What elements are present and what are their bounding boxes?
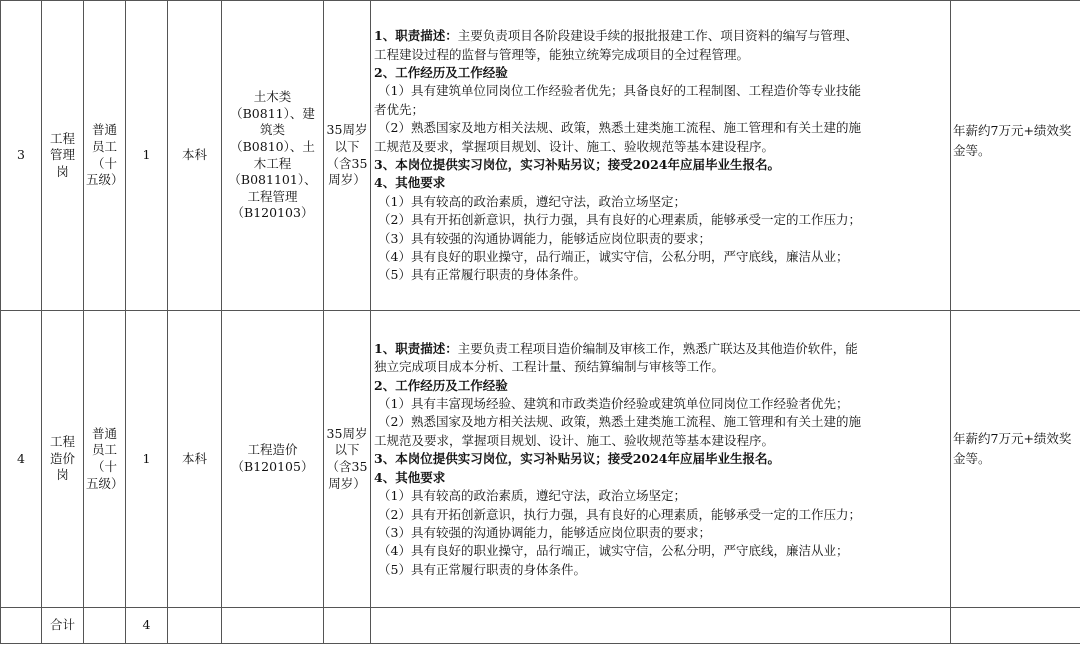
- desc-other-item: （1）具有较高的政治素质，遵纪守法，政治立场坚定；: [378, 193, 686, 209]
- total-empty-cell: [1, 608, 42, 644]
- desc-other-item: （3）具有较强的沟通协调能力，能够适应岗位职责的要求；: [378, 230, 711, 246]
- desc-internship-note: 3、本岗位提供实习岗位，实习补贴另议；接受2024年应届毕业生报名。: [374, 451, 780, 467]
- total-empty-cell: [168, 608, 222, 644]
- total-empty-cell: [951, 608, 1080, 644]
- desc-experience-item-cont: 工规范及要求，掌握项目规划、设计、施工、验收规范等基本建设程序。: [374, 432, 775, 448]
- desc-other-item: （2）具有开拓创新意识，执行力强，具有良好的心理素质，能够承受一定的工作压力；: [378, 212, 861, 228]
- desc-other-item: （2）具有开拓创新意识，执行力强，具有良好的心理素质，能够承受一定的工作压力；: [378, 506, 861, 522]
- headcount: 1: [126, 311, 168, 608]
- total-label: 合计: [42, 608, 84, 644]
- desc-heading-duty: 1、职责描述：: [374, 28, 458, 44]
- desc-duty-text-cont: 独立完成项目成本分析、工程计量、预结算编制与审核等工作。: [374, 359, 725, 375]
- desc-experience-item: （2）熟悉国家及地方相关法规、政策，熟悉土建类施工流程、施工管理和有关土建的施: [378, 120, 861, 136]
- education: 本科: [168, 311, 222, 608]
- education: 本科: [168, 1, 222, 311]
- desc-other-item: （4）具有良好的职业操守，品行端正，诚实守信，公私分明，严守底线，廉洁从业；: [378, 543, 849, 559]
- position-category: 普通员工（十五级）: [84, 311, 126, 608]
- desc-heading-other: 4、其他要求: [374, 469, 446, 485]
- job-description: [371, 311, 951, 608]
- desc-experience-item-cont: 工规范及要求，掌握项目规划、设计、施工、验收规范等基本建设程序。: [374, 138, 775, 154]
- position-name: 工程造价岗: [42, 311, 84, 608]
- salary: 年薪约7万元+绩效奖金等。: [951, 311, 1080, 608]
- position-name: 工程管理岗: [42, 1, 84, 311]
- headcount: 1: [126, 1, 168, 311]
- table-row: [1, 311, 1080, 608]
- desc-experience-item-cont: 者优先；: [374, 101, 425, 117]
- total-empty-cell: [222, 608, 324, 644]
- salary: 年薪约7万元+绩效奖金等。: [951, 1, 1080, 311]
- desc-heading-experience: 2、工作经历及工作经验: [374, 377, 508, 393]
- age-requirement: 35周岁以下（含35周岁）: [324, 311, 371, 608]
- desc-other-item: （4）具有良好的职业操守，品行端正，诚实守信，公私分明，严守底线，廉洁从业；: [378, 249, 849, 265]
- desc-heading-experience: 2、工作经历及工作经验: [374, 64, 508, 80]
- desc-duty-text-cont: 工程建设过程的监督与管理等，能独立统筹完成项目的全过程管理。: [374, 46, 750, 62]
- desc-experience-item: （2）熟悉国家及地方相关法规、政策，熟悉土建类施工流程、施工管理和有关土建的施: [378, 414, 861, 430]
- desc-duty-text: 主要负责项目各阶段建设手续的报批报建工作、项目资料的编写与管理、: [457, 28, 858, 44]
- desc-other-item: （1）具有较高的政治素质，遵纪守法，政治立场坚定；: [378, 488, 686, 504]
- desc-other-item: （5）具有正常履行职责的身体条件。: [378, 561, 586, 577]
- row-number: 4: [1, 311, 42, 608]
- desc-heading-duty: 1、职责描述：: [374, 340, 458, 356]
- total-empty-cell: [371, 608, 951, 644]
- total-empty-cell: [324, 608, 371, 644]
- total-count: 4: [126, 608, 168, 644]
- desc-other-item: （3）具有较强的沟通协调能力，能够适应岗位职责的要求；: [378, 524, 711, 540]
- age-requirement: 35周岁以下（含35周岁）: [324, 1, 371, 311]
- desc-experience-item: （1）具有丰富现场经验、建筑和市政类造价经验或建筑单位同岗位工作经验者优先；: [378, 396, 849, 412]
- table-row: [1, 1, 1080, 311]
- desc-experience-item: （1）具有建筑单位同岗位工作经验者优先；具备良好的工程制图、工程造价等专业技能: [378, 83, 861, 99]
- desc-heading-other: 4、其他要求: [374, 175, 446, 191]
- major-requirement: 工程造价（B120105）: [222, 311, 324, 608]
- row-number: 3: [1, 1, 42, 311]
- major-requirement: 土木类（B0811）、建筑类（B0810）、土木工程（B081101）、工程管理（B120103）: [222, 1, 324, 311]
- job-description: [371, 1, 951, 311]
- desc-duty-text: 主要负责工程项目造价编制及审核工作，熟悉广联达及其他造价软件，能: [457, 340, 858, 356]
- desc-internship-note: 3、本岗位提供实习岗位，实习补贴另议；接受2024年应届毕业生报名。: [374, 157, 780, 172]
- position-category: 普通员工（十五级）: [84, 1, 126, 311]
- total-row: [1, 608, 1080, 644]
- total-empty-cell: [84, 608, 126, 644]
- desc-other-item: （5）具有正常履行职责的身体条件。: [378, 267, 586, 283]
